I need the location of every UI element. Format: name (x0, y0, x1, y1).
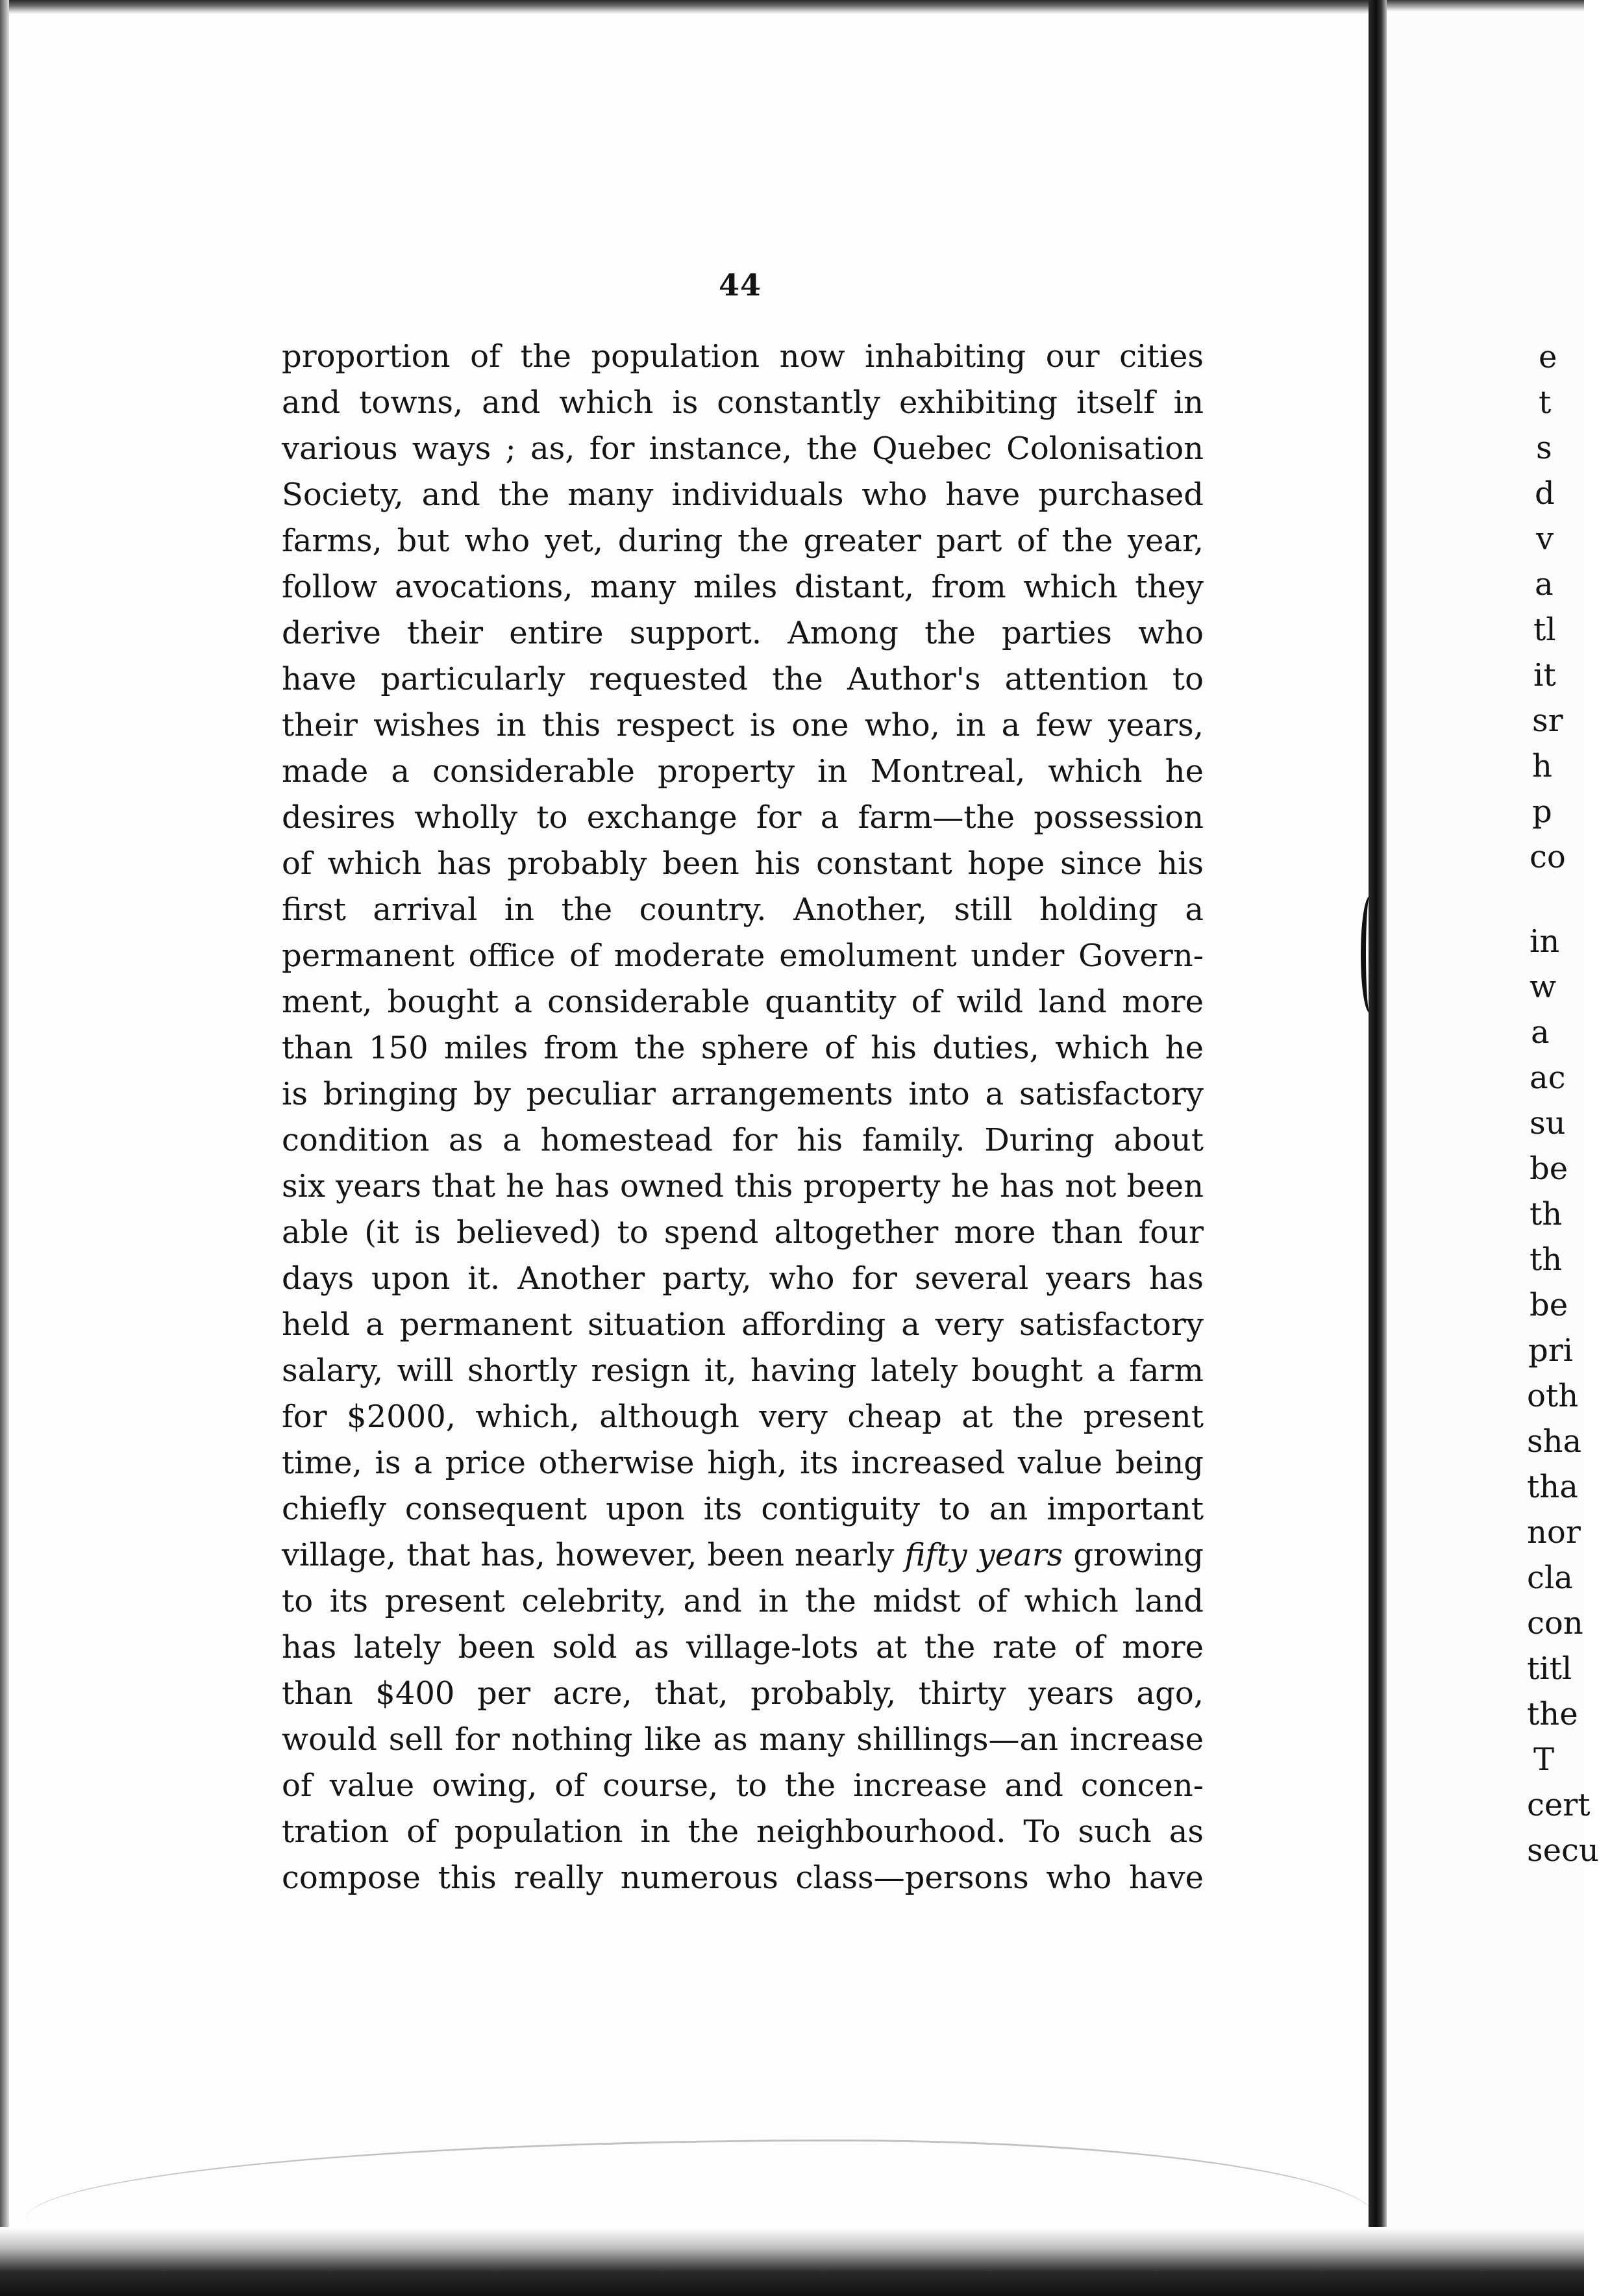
facing-page-fragment: p (1532, 793, 1552, 830)
book-gutter (1369, 0, 1387, 2253)
text-line: made a considerable property in Montreal, which he (282, 753, 1204, 790)
text-line: first arrival in the country. Another, still holding a (282, 892, 1204, 928)
text-line: than $400 per acre, that, probably, thirty years ago, (282, 1675, 1204, 1712)
text-line: various ways ; as, for instance, the Quebec Colonisation (282, 430, 1204, 467)
text-line: is bringing by peculiar arrangements into a satisfactory (282, 1076, 1204, 1112)
text-line: Society, and the many individuals who have purchased (282, 477, 1204, 513)
facing-page-fragment: sha (1527, 1423, 1582, 1460)
facing-page-fragment: d (1535, 475, 1555, 512)
facing-page-fragment: in (1530, 923, 1560, 960)
facing-page-fragment: tl (1533, 612, 1556, 648)
text-segment: growing (1063, 1537, 1204, 1573)
facing-page-fragment: secu (1527, 1832, 1599, 1869)
text-line: able (it is believed) to spend altogether more than four (282, 1214, 1204, 1251)
facing-page-fragment: be (1530, 1151, 1568, 1187)
facing-page-fragment: a (1535, 566, 1554, 603)
body-text (282, 334, 1204, 1901)
facing-page-fragment: co (1530, 839, 1566, 875)
text-line: to its present celebrity, and in the midst of which land (282, 1583, 1204, 1619)
text-line: ment, bought a considerable quantity of wild land more (282, 984, 1204, 1020)
italic-phrase: fifty years (904, 1537, 1063, 1573)
text-line: of which has probably been his constant hope since his (282, 845, 1204, 882)
page-bottom-shadow (0, 2227, 1584, 2296)
gutter-notch (1361, 896, 1379, 1013)
page-top-shadow (0, 0, 1383, 14)
text-line: desires wholly to exchange for a farm—the possession (282, 799, 1204, 836)
page-left-shadow (0, 0, 9, 2296)
facing-page-fragment: nor (1527, 1514, 1581, 1551)
facing-page-fragment: cert (1527, 1787, 1591, 1823)
text-line: farms, but who yet, during the greater part of the year, (282, 523, 1204, 559)
text-line-with-italic (282, 1532, 1204, 1578)
text-line: condition as a homestead for his family. During about (282, 1122, 1204, 1158)
text-line: derive their entire support. Among the parties who (282, 615, 1204, 651)
text-line: tration of population in the neighbourhood. To such as (282, 1814, 1204, 1850)
text-line: salary, will shortly resign it, having lately bought a farm (282, 1353, 1204, 1389)
facing-page-fragment: th (1530, 1196, 1563, 1232)
facing-page-fragment: titl (1527, 1651, 1572, 1687)
facing-page-fragment: e (1539, 339, 1557, 375)
facing-page-fragment: th (1530, 1242, 1563, 1278)
text-line: and towns, and which is constantly exhibiting itself in (282, 384, 1204, 421)
right-page-top-shadow (1387, 0, 1584, 12)
facing-page-fragment: be (1530, 1287, 1568, 1323)
text-line: would sell for nothing like as many shillings—an increase (282, 1721, 1204, 1758)
text-line: time, is a price otherwise high, its increased value being (282, 1445, 1204, 1481)
text-line: has lately been sold as village-lots at the rate of more (282, 1629, 1204, 1666)
facing-page-fragment: s (1536, 430, 1552, 466)
facing-page-fragment: ac (1530, 1060, 1566, 1096)
facing-page-fragment: T (1533, 1741, 1555, 1778)
facing-page-fragment: cla (1527, 1560, 1573, 1596)
facing-page-fragment: the (1527, 1696, 1578, 1732)
facing-page-fragment: sr (1532, 703, 1563, 739)
text-line: compose this really numerous class—persons who have (282, 1860, 1204, 1896)
page-number: 44 (718, 268, 762, 303)
text-line: held a permanent situation affording a very satisfactory (282, 1306, 1204, 1343)
text-line: have particularly requested the Author's attention to (282, 661, 1204, 697)
facing-page-fragment: su (1530, 1105, 1566, 1142)
text-line: than 150 miles from the sphere of his duties, which he (282, 1030, 1204, 1066)
text-line: permanent office of moderate emolument under Govern- (282, 938, 1204, 974)
facing-page-fragment: a (1531, 1014, 1550, 1051)
text-line: chiefly consequent upon its contiguity to an important (282, 1491, 1204, 1527)
facing-page-fragment: h (1532, 748, 1552, 784)
text-line: their wishes in this respect is one who, in a few years, (282, 707, 1204, 743)
facing-page-fragment: tha (1527, 1469, 1578, 1505)
facing-page-fragment: oth (1527, 1378, 1579, 1414)
facing-page-fragment: con (1527, 1605, 1583, 1641)
text-line: proportion of the population now inhabiting our cities (282, 338, 1204, 375)
text-line: days upon it. Another party, who for several years has (282, 1260, 1204, 1297)
text-line: six years that he has owned this property he has not been (282, 1168, 1204, 1204)
text-line: of value owing, of course, to the increase and concen- (282, 1767, 1204, 1804)
facing-page-fragment: pri (1528, 1332, 1574, 1369)
facing-page-fragment: w (1530, 969, 1557, 1005)
facing-page-fragment: t (1539, 384, 1552, 421)
text-segment: village, that has, however, been nearly (282, 1537, 905, 1573)
facing-page-fragment: v (1536, 521, 1554, 557)
text-line: follow avocations, many miles distant, from which they (282, 569, 1204, 605)
facing-page-fragment: it (1533, 657, 1556, 693)
text-line: for $2000, which, although very cheap at the present (282, 1399, 1204, 1435)
